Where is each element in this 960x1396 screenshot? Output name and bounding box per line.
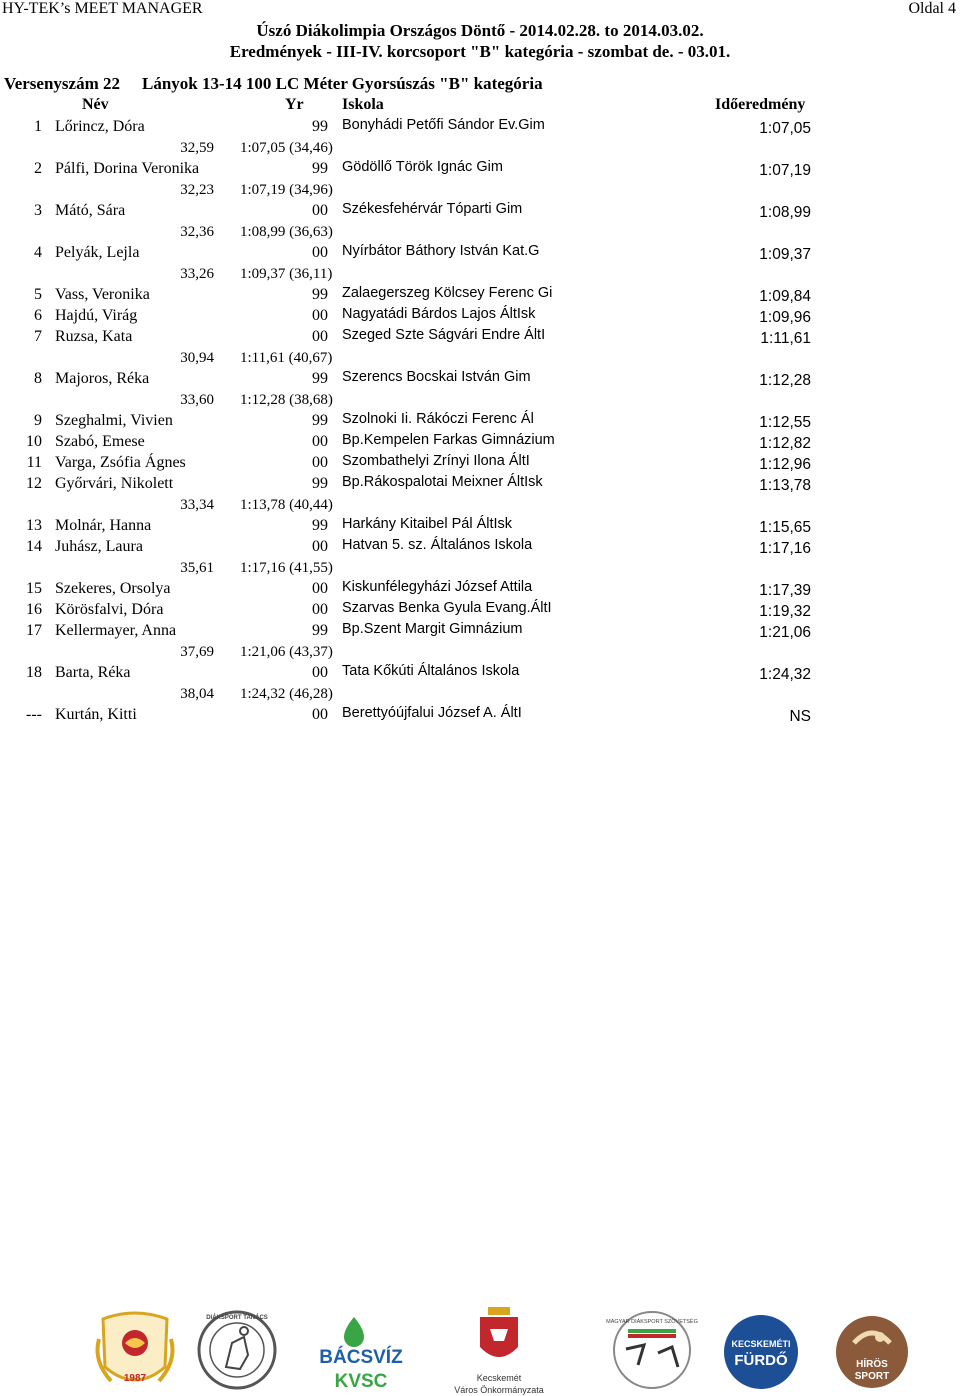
logo1-year: 1987 xyxy=(123,1373,147,1384)
birth-year: 00 xyxy=(312,328,328,345)
result-place: 2 xyxy=(34,160,42,177)
meet-subtitle: Eredmények - III-IV. korcsoport "B" kategória - szombat de. - 03.01. xyxy=(229,42,731,61)
final-time: 1:07,19 xyxy=(759,162,811,179)
school-name: Bonyhádi Petőfi Sándor Ev.Gim xyxy=(342,117,545,133)
final-time: 1:09,37 xyxy=(759,246,811,263)
split-100m: 1:12,28 (38,68) xyxy=(240,392,333,408)
result-row xyxy=(0,664,960,685)
birth-year: 00 xyxy=(312,706,328,723)
result-row xyxy=(0,601,960,622)
result-place: 10 xyxy=(26,433,42,450)
result-row xyxy=(0,244,960,265)
birth-year: 99 xyxy=(312,475,328,492)
final-time: 1:12,55 xyxy=(759,414,811,431)
sponsor-logos xyxy=(0,1305,960,1396)
event-heading xyxy=(4,74,543,94)
split-row xyxy=(0,140,960,160)
school-name: Tata Kőkúti Általános Iskola xyxy=(342,663,520,679)
split-100m: 1:08,99 (36,63) xyxy=(240,224,333,240)
split-row xyxy=(0,350,960,370)
final-time: NS xyxy=(789,708,811,725)
school-name: Szombathelyi Zrínyi Ilona ÁltI xyxy=(342,453,530,469)
split-row xyxy=(0,392,960,412)
column-header-time: Időeredmény xyxy=(715,96,806,113)
result-place: 7 xyxy=(34,328,42,345)
swimmer-name: Mátó, Sára xyxy=(55,202,126,219)
result-place: 6 xyxy=(34,307,42,324)
final-time: 1:11,61 xyxy=(760,330,811,347)
final-time: 1:09,96 xyxy=(759,309,811,326)
kecskemet-city-logo xyxy=(448,1305,550,1396)
student-sport-association-logo xyxy=(598,1309,706,1391)
event-number: Versenyszám 22 xyxy=(4,74,120,93)
result-place: 3 xyxy=(34,202,42,219)
split-100m: 1:09,37 (36,11) xyxy=(240,266,333,282)
swimmer-name: Majoros, Réka xyxy=(55,370,150,387)
result-place: 12 xyxy=(26,475,42,492)
birth-year: 99 xyxy=(312,622,328,639)
result-place: 14 xyxy=(26,538,42,555)
result-place: 11 xyxy=(26,454,42,471)
page-number: Oldal 4 xyxy=(908,0,956,17)
split-100m: 1:07,19 (34,96) xyxy=(240,182,333,198)
split-100m: 1:11,61 (40,67) xyxy=(240,350,333,366)
final-time: 1:17,39 xyxy=(759,582,811,599)
split-50m: 32,23 xyxy=(180,182,214,198)
swimmer-name: Lőrincz, Dóra xyxy=(55,118,145,135)
split-50m: 32,59 xyxy=(180,140,214,156)
split-50m: 30,94 xyxy=(180,350,214,366)
final-time: 1:19,32 xyxy=(759,603,811,620)
swimmer-name: Pálfi, Dorina Veronika xyxy=(55,160,200,177)
school-name: Harkány Kitaibel Pál ÁltIsk xyxy=(342,516,513,532)
swimmer-name: Vass, Veronika xyxy=(55,286,150,303)
birth-year: 00 xyxy=(312,664,328,681)
final-time: 1:09,84 xyxy=(759,288,811,305)
school-name: Hatvan 5. sz. Általános Iskola xyxy=(342,537,533,553)
result-row xyxy=(0,538,960,559)
result-place: 9 xyxy=(34,412,42,429)
result-row xyxy=(0,517,960,538)
school-name: Szerencs Bocskai István Gim xyxy=(342,369,531,385)
result-place: --- xyxy=(26,706,42,723)
school-name: Szolnoki Ii. Rákóczi Ferenc Ál xyxy=(342,411,534,427)
final-time: 1:15,65 xyxy=(759,519,811,536)
swimmer-name: Hajdú, Virág xyxy=(55,307,138,324)
hiros-sport-logo xyxy=(834,1313,910,1391)
final-time: 1:17,16 xyxy=(759,540,811,557)
split-row xyxy=(0,497,960,517)
result-place: 8 xyxy=(34,370,42,387)
split-100m: 1:13,78 (40,44) xyxy=(240,497,333,513)
logo3-bacsviz: BÁCSVÍZ xyxy=(319,1347,403,1368)
school-name: Bp.Szent Margit Gimnázium xyxy=(342,621,523,637)
swimmer-name: Kellermayer, Anna xyxy=(55,622,177,639)
swimmer-name: Szekeres, Orsolya xyxy=(55,580,171,597)
school-name: Nyírbátor Báthory István Kat.G xyxy=(342,243,540,259)
swimmer-name: Szabó, Emese xyxy=(55,433,145,450)
result-row xyxy=(0,307,960,328)
school-name: Berettyóújfalui József A. ÁltI xyxy=(342,705,522,721)
school-name: Szeged Szte Ságvári Endre ÁltI xyxy=(342,327,546,343)
result-row xyxy=(0,160,960,181)
result-place: 18 xyxy=(26,664,42,681)
column-header-school: Iskola xyxy=(342,96,384,113)
split-100m: 1:21,06 (43,37) xyxy=(240,644,333,660)
birth-year: 00 xyxy=(312,454,328,471)
result-row xyxy=(0,286,960,307)
birth-year: 99 xyxy=(312,517,328,534)
split-50m: 38,04 xyxy=(180,686,214,702)
result-place: 17 xyxy=(26,622,42,639)
school-name: Gödöllő Török Ignác Gim xyxy=(342,159,503,175)
split-50m: 37,69 xyxy=(180,644,214,660)
split-50m: 33,34 xyxy=(180,497,214,513)
result-row xyxy=(0,622,960,643)
final-time: 1:12,96 xyxy=(759,456,811,473)
meet-title: Úszó Diákolimpia Országos Döntő - 2014.02.28. to 2014.03.02. xyxy=(256,21,704,40)
logo7-bottom: SPORT xyxy=(854,1371,890,1382)
final-time: 1:21,06 xyxy=(759,624,811,641)
final-time: 1:13,78 xyxy=(759,477,811,494)
split-row xyxy=(0,560,960,580)
result-row xyxy=(0,118,960,139)
result-place: 4 xyxy=(34,244,42,261)
school-name: Székesfehérvár Tóparti Gim xyxy=(342,201,523,217)
split-100m: 1:17,16 (41,55) xyxy=(240,560,333,576)
final-time: 1:24,32 xyxy=(759,666,811,683)
split-row xyxy=(0,224,960,244)
split-50m: 32,36 xyxy=(180,224,214,240)
swimmer-name: Győrvári, Nikolett xyxy=(55,475,174,492)
birth-year: 00 xyxy=(312,538,328,555)
result-row xyxy=(0,202,960,223)
result-row xyxy=(0,454,960,475)
school-name: Kiskunfélegyházi József Attila xyxy=(342,579,533,595)
software-name: HY-TEK’s MEET MANAGER xyxy=(2,0,203,17)
result-place: 1 xyxy=(34,118,42,135)
swimmer-name: Juhász, Laura xyxy=(55,538,143,555)
birth-year: 99 xyxy=(312,370,328,387)
swimmer-name: Molnár, Hanna xyxy=(55,517,152,534)
birth-year: 00 xyxy=(312,580,328,597)
split-row xyxy=(0,644,960,664)
logo4-line2: Város Önkormányzata xyxy=(454,1385,544,1395)
logo6-top: KECSKEMÉTI xyxy=(731,1339,791,1349)
logo3-kvsc: KVSC xyxy=(334,1371,388,1392)
column-header-yr: Yr xyxy=(285,96,304,113)
split-row xyxy=(0,686,960,706)
bacsviz-kvsc-logo xyxy=(308,1313,414,1393)
logo6-bottom: FÜRDŐ xyxy=(734,1352,788,1369)
swimmer-name: Pelyák, Lejla xyxy=(55,244,140,261)
school-name: Bp.Rákospalotai Meixner ÁltIsk xyxy=(342,474,543,490)
swimmer-name: Barta, Réka xyxy=(55,664,131,681)
result-place: 13 xyxy=(26,517,42,534)
result-row xyxy=(0,706,960,727)
logo4-line1: Kecskemét xyxy=(476,1373,522,1383)
result-place: 16 xyxy=(26,601,42,618)
birth-year: 99 xyxy=(312,118,328,135)
swimmer-name: Varga, Zsófia Ágnes xyxy=(55,454,186,471)
school-name: Bp.Kempelen Farkas Gimnázium xyxy=(342,432,555,448)
birth-year: 00 xyxy=(312,244,328,261)
swimmer-name: Kurtán, Kitti xyxy=(55,706,137,723)
birth-year: 00 xyxy=(312,433,328,450)
logo2-text: DIÁKSPORT TANÁCS xyxy=(206,1315,268,1321)
result-row xyxy=(0,580,960,601)
column-header-name: Név xyxy=(82,96,109,113)
split-row xyxy=(0,182,960,202)
swimmer-name: Ruzsa, Kata xyxy=(55,328,133,345)
split-50m: 33,26 xyxy=(180,266,214,282)
result-row xyxy=(0,328,960,349)
final-time: 1:12,82 xyxy=(759,435,811,452)
school-name: Nagyatádi Bárdos Lajos ÁltIsk xyxy=(342,306,536,322)
split-100m: 1:07,05 (34,46) xyxy=(240,140,333,156)
final-time: 1:07,05 xyxy=(759,120,811,137)
student-sport-council-logo xyxy=(196,1307,278,1393)
result-row xyxy=(0,475,960,496)
kecskemeti-furdo-logo xyxy=(722,1313,800,1391)
result-row xyxy=(0,433,960,454)
split-50m: 33,60 xyxy=(180,392,214,408)
swimming-association-logo xyxy=(95,1309,175,1393)
swimmer-name: Körösfalvi, Dóra xyxy=(55,601,164,618)
logo7-top: HÍRÖS xyxy=(856,1359,888,1370)
split-100m: 1:24,32 (46,28) xyxy=(240,686,333,702)
birth-year: 00 xyxy=(312,202,328,219)
result-row xyxy=(0,412,960,433)
result-place: 15 xyxy=(26,580,42,597)
logo5-text: MAGYAR DIÁKSPORT SZÖVETSÉG xyxy=(606,1319,698,1325)
split-50m: 35,61 xyxy=(180,560,214,576)
birth-year: 00 xyxy=(312,601,328,618)
result-row xyxy=(0,370,960,391)
birth-year: 99 xyxy=(312,160,328,177)
birth-year: 00 xyxy=(312,307,328,324)
birth-year: 99 xyxy=(312,286,328,303)
final-time: 1:12,28 xyxy=(759,372,811,389)
school-name: Zalaegerszeg Kölcsey Ferenc Gi xyxy=(342,285,553,301)
event-name: Lányok 13-14 100 LC Méter Gyorsúszás "B" kategória xyxy=(142,74,543,93)
result-place: 5 xyxy=(34,286,42,303)
split-row xyxy=(0,266,960,286)
school-name: Szarvas Benka Gyula Evang.ÁltI xyxy=(342,600,552,616)
swimmer-name: Szeghalmi, Vivien xyxy=(55,412,173,429)
birth-year: 99 xyxy=(312,412,328,429)
final-time: 1:08,99 xyxy=(759,204,811,221)
